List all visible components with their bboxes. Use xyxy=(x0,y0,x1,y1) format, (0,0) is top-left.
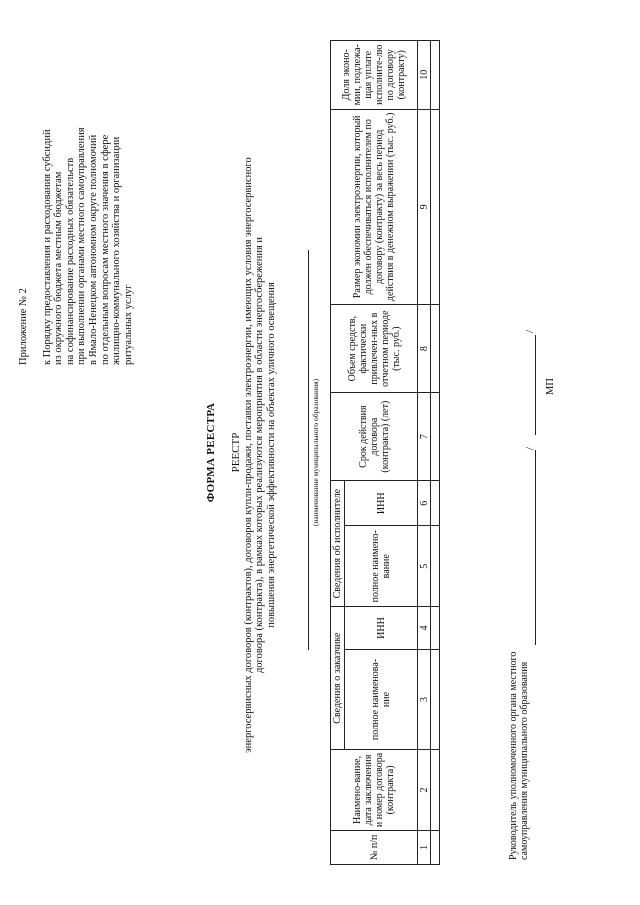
column-number: 9 xyxy=(418,109,431,305)
header-term: Срок действия договора (контракта) (лет) xyxy=(331,393,418,481)
table-cell xyxy=(431,830,440,864)
column-number: 10 xyxy=(418,41,431,110)
header-executor-name: полное наимено-вание xyxy=(345,526,418,607)
header-funds: Объем средств, фактически привлечен-ных в отчетном периоде (тыс. руб.) xyxy=(331,305,418,393)
signature-line xyxy=(535,450,536,645)
table-row xyxy=(431,41,440,865)
header-executor-group: Сведения об исполнителе xyxy=(331,481,345,607)
column-number: 8 xyxy=(418,305,431,393)
header-executor-inn: ИНН xyxy=(345,481,418,526)
registry-table xyxy=(330,40,440,865)
appendix-line: к Порядку предоставления и расходования субсидий xyxy=(41,129,53,365)
column-number: 1 xyxy=(418,830,431,864)
table-header-row xyxy=(331,41,345,865)
description-line: энергосервисных договоров (контрактов), договоров купли-продажи, поставки электроэнергии, имеющих условия энергосервисного xyxy=(243,157,254,753)
table-cell xyxy=(431,526,440,607)
header-contract: Наимено-вание, дата заключения и номер договора (контракта) xyxy=(331,750,418,831)
registry-description xyxy=(243,75,277,835)
table-cell xyxy=(431,649,440,749)
appendix-line: ритуальных услуг xyxy=(122,284,134,365)
header-savings: Размер экономии электроэнергии, который должен обеспечиваться исполнителем по договору (контракту) за весь период действия в денежном выражении (тыс. руб.) xyxy=(331,109,418,305)
header-customer-group: Сведения о заказчике xyxy=(331,607,345,750)
column-number: 4 xyxy=(418,607,431,650)
signature-separator: / xyxy=(524,446,536,450)
column-number: 7 xyxy=(418,393,431,481)
table-cell xyxy=(431,607,440,650)
appendix-line: на софинансирование расходных обязательств xyxy=(64,157,76,365)
form-title: ФОРМА РЕЕСТРА xyxy=(205,402,217,503)
registry-title: РЕЕСТР xyxy=(230,432,242,473)
table-cell xyxy=(431,305,440,393)
header-customer-inn: ИНН xyxy=(345,607,418,650)
header-no: № п/п xyxy=(331,830,418,864)
appendix-number: Приложение № 2 xyxy=(18,288,29,365)
signer-title: Руководитель уполномоченного органа местного самоуправления муниципального образования xyxy=(508,651,530,860)
table-cell xyxy=(431,41,440,110)
column-number: 2 xyxy=(418,750,431,831)
appendix-line: при выполнении органами местного самоуправления xyxy=(76,127,88,365)
column-number: 3 xyxy=(418,649,431,749)
table-cell xyxy=(431,393,440,481)
column-number: 6 xyxy=(418,481,431,526)
table-cell xyxy=(431,481,440,526)
header-share: Доля эконо-мии, подлежа-щая уплате исполните-лю по договору (контракту) xyxy=(331,41,418,110)
appendix-line: по отдельным вопросам местного значения в сфере xyxy=(99,134,111,365)
column-number-row xyxy=(418,41,431,865)
column-number: 5 xyxy=(418,526,431,607)
signature-separator: / xyxy=(524,329,536,333)
description-line: повышения энергетической эффективности на объектах уличного освещения xyxy=(265,282,277,628)
table-cell xyxy=(431,109,440,305)
table-cell xyxy=(431,750,440,831)
appendix-header xyxy=(18,25,134,365)
description-line: договора (контракта), в рамках которых реализуются мероприятия в области энергосбережения и xyxy=(254,236,266,674)
appendix-line: из окружного бюджета местным бюджетам xyxy=(53,171,65,365)
municipality-underline xyxy=(308,250,309,650)
appendix-line: жилищно-коммунального хозяйства и организации xyxy=(111,136,123,365)
municipality-caption: (наименование муниципального образования) xyxy=(311,378,320,527)
name-line xyxy=(535,335,536,435)
stamp-placeholder: МП xyxy=(545,378,556,395)
header-customer-name: полное наименова-ние xyxy=(345,649,418,749)
appendix-line: в Ямало-Ненецком автономном округе полномочий xyxy=(87,134,99,365)
